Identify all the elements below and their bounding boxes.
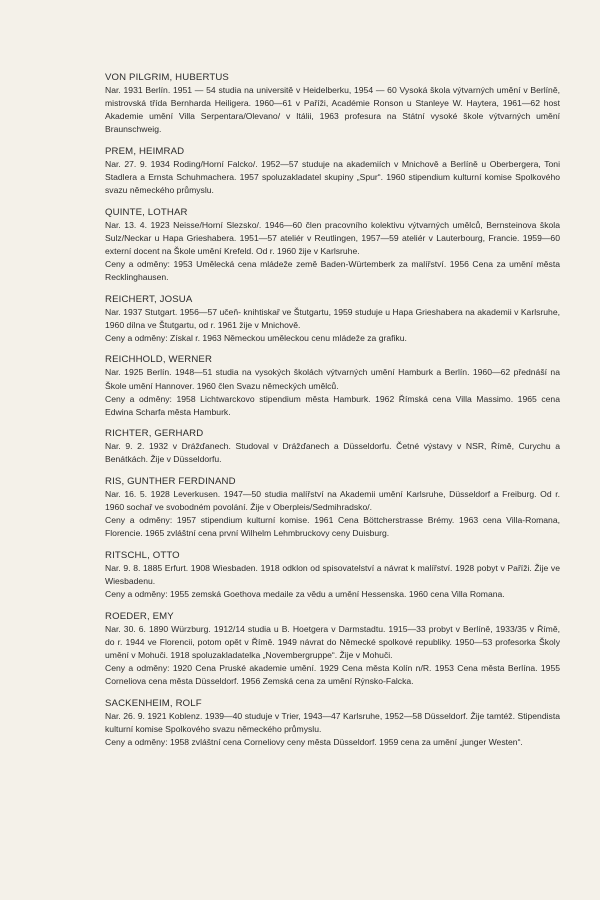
- biography-text: Nar. 1937 Stutgart. 1956—57 učeň- knihtiskař ve Štutgartu, 1959 studuje u Hapa Grieshabera na akademii v Karlsruhe, 1960 dílna ve Štutgartu, od r. 1961 žije v Mnichově.: [105, 306, 560, 330]
- biography-entry: [105, 427, 560, 466]
- biography-entry: [105, 610, 560, 688]
- biography-entry: [105, 475, 560, 540]
- artist-name: SACKENHEIM, ROLF: [105, 697, 202, 709]
- biography-entry: [105, 549, 560, 601]
- biography-list: [105, 71, 560, 757]
- biography-text: Nar. 1931 Berlín. 1951 — 54 studia na universitě v Heidelberku, 1954 — 60 Vysoká škola výtvarných umění v Berlíně, mistrovská třída Bernharda Heiligera. 1960—61 v Paříži, Académie Ronson u Stanleye W. Haytera, 1961—62 host Akademie umění Villa Serpentara/Olevano/ v Itálii, 1963 profesura na Státní vysoké škole výtvarných umění Braunschweig.: [105, 85, 560, 135]
- awards-text: Ceny a odměny: 1920 Cena Pruské akademie umění. 1929 Cena města Kolín n/R. 1953 Cena města Berlína. 1955 Corneliova cena města Düsseldorf. 1956 Zemská cena za umění Rýnsko-Falcka.: [105, 662, 560, 686]
- biography-entry: [105, 353, 560, 418]
- biography-text: Nar. 30. 6. 1890 Würzburg. 1912/14 studia u B. Hoetgera v Darmstadtu. 1915—33 probyt v Berlíně, 1933/35 v Římě, do r. 1944 ve Florencii, potom opět v Římě. 1949 návrat do Německé spolkové republiky. 1950—53 profesorka Školy umění v Mohuči. 1918 spoluzakladatelka „Novembergruppe“. Žije v Mohuči.: [105, 623, 560, 660]
- artist-name: RITSCHL, OTTO: [105, 549, 180, 561]
- artist-name: VON PILGRIM, HUBERTUS: [105, 72, 229, 83]
- artist-name: PREM, HEIMRAD: [105, 145, 185, 157]
- biography-entry: [105, 71, 560, 136]
- awards-text: Ceny a odměny: 1958 zvláštní cena Corneliovy ceny města Düsseldorf. 1959 cena za umění „junger Westen“.: [105, 736, 523, 747]
- artist-name: REICHHOLD, WERNER: [105, 354, 213, 366]
- biography-text: Nar. 27. 9. 1934 Roding/Horní Falcko/. 1952—57 studuje na akademiích v Mnichově a Berlíně u Oberbergera, Toni Stadlera a Ernsta Schuhmachera. 1957 spoluzakladatel skupiny „Spur“. 1960 stipendium kulturní komise Spolkového svazu německého průmyslu.: [105, 158, 560, 196]
- awards-text: Ceny a odměny: Získal r. 1963 Německou uměleckou cenu mládeže za grafiku.: [105, 332, 407, 343]
- biography-entry: [105, 697, 560, 749]
- artist-name: REICHERT, JOSUA: [105, 293, 193, 305]
- biography-text: Nar. 9. 2. 1932 v Drážďanech. Studoval v Drážďanech a Düsseldorfu. Četné výstavy v NSR, Římě, Curychu a Benátkách. Žije v Düsseldorfu.: [105, 441, 560, 465]
- biography-text: Nar. 1925 Berlín. 1948—51 studia na vysokých školách výtvarných umění Hamburk a Berlín. 1960—62 přednáší na Škole umění Hannover. 1960 člen Svazu německých umělců.: [105, 367, 560, 391]
- biography-text: Nar. 26. 9. 1921 Koblenz. 1939—40 studuje v Trier, 1943—47 Karlsruhe, 1952—58 Düsseldorf. Žije tamtéž. Stipendista kulturní komise Spolkového svazu německého průmyslu.: [105, 710, 560, 734]
- biography-entry: [105, 145, 560, 197]
- artist-name: RICHTER, GERHARD: [105, 428, 204, 440]
- biography-entry: [105, 206, 560, 284]
- awards-text: Ceny a odměny: 1955 zemská Goethova medaile za vědu a umění Hessenska. 1960 cena Villa Romana.: [105, 589, 505, 600]
- awards-text: Ceny a odměny: 1953 Umělecká cena mládeže země Baden-Würtemberk za malířství. 1956 Cena za umění města Recklinghausen.: [105, 258, 560, 283]
- artist-name: ROEDER, EMY: [105, 610, 174, 622]
- artist-name: RIS, GUNTHER FERDINAND: [105, 475, 236, 487]
- awards-text: Ceny a odměny: 1958 Lichtwarckovo stipendium města Hamburk. 1962 Římská cena Villa Massimo. 1965 cena Edwina Scharfa města Hamburk.: [105, 393, 560, 417]
- artist-name: QUINTE, LOTHAR: [105, 206, 188, 218]
- biography-text: Nar. 13. 4. 1923 Neisse/Horní Slezsko/. 1946—60 člen pracovního kolektivu výtvarných umělců, Bernsteinova škola Sulz/Neckar u Hapa Grieshabera. 1951—57 ateliér v Reutlingen, 1957—59 ateliér v Lauterbourg, Francie. 1959—60 externí docent na Škole umění Krefeld. Od r. 1960 žije v Karlsruhe.: [105, 219, 560, 256]
- biography-text: Nar. 16. 5. 1928 Leverkusen. 1947—50 studia malířství na Akademii umění Karlsruhe, Düsseldorf a Freiburg. Od r. 1960 sochař ve svobodném povolání. Žije v Oberpleis/Sedmihradsko/.: [105, 488, 560, 513]
- awards-text: Ceny a odměny: 1957 stipendium kulturní komise. 1961 Cena Böttcherstrasse Brémy. 1963 cena Villa-Romana, Florencie. 1965 zvláštní cena první Wilhelm Lehmbruckovy ceny Duisburg.: [105, 515, 560, 539]
- biography-text: Nar. 9. 8. 1885 Erfurt. 1908 Wiesbaden. 1918 odklon od spisovatelství a návrat k malířství. 1928 pobyt v Paříži. Žije ve Wiesbadenu.: [105, 562, 560, 586]
- biography-entry: [105, 293, 560, 345]
